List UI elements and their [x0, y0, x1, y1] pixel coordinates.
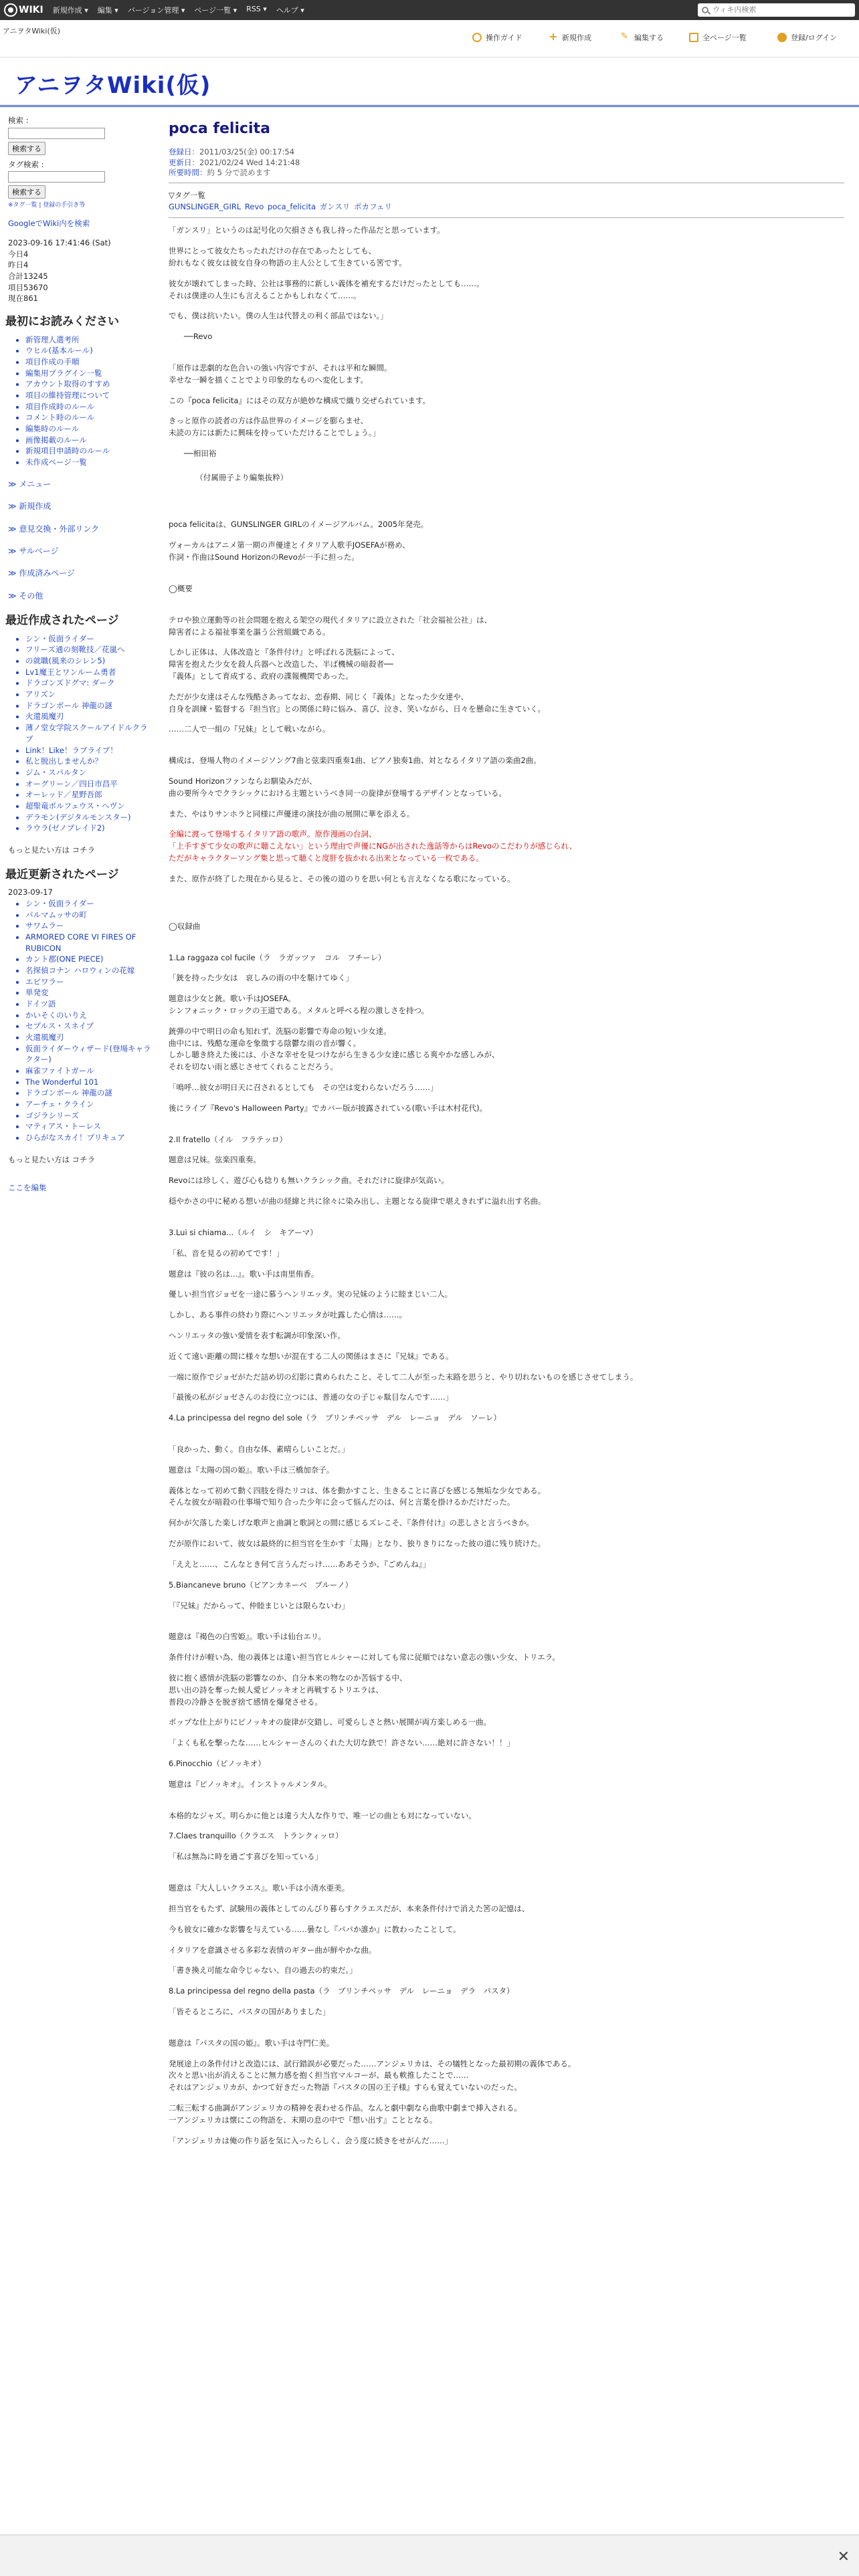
wiki-logo[interactable]	[4, 3, 43, 17]
tool-row	[0, 20, 859, 58]
guide-label: 操作ガイド	[486, 33, 522, 42]
article-paragraph: 発展途上の条件付けと改造には、試行錯誤が必要だった……アンジェリカは、その犠牲となった最初期の義体である。 次々と思い出が消えることに無力感を抱く担当官マルコーが、最も軟推したことで…… それはアンジェリカが、かつて好きだった物語『パスタの国の王子様』すらも覚えていないのだった。	[169, 2058, 576, 2092]
registered-label: 登録日	[169, 147, 192, 157]
site-title[interactable]: アニヲタWiki(仮)	[15, 72, 211, 99]
stat-yesterday: 昨日4	[8, 260, 29, 270]
logo-icon	[4, 3, 17, 17]
article-paragraph: 題意は『ピノッキオ』。インストゥルメンタル。	[169, 1779, 332, 1789]
wiki-search-input[interactable]	[712, 6, 846, 14]
article-paragraph: 構成は、登場人物のイメージソング7曲と弦楽四重奏1曲、ピアノ独奏1曲、対となるイタリア語の楽曲2曲。	[169, 756, 541, 766]
tag-search-label: タグ検索 :	[8, 159, 44, 169]
article-paragraph: ポップな仕上がりにピノッキオの旋律が交錯し、可愛らしさと熱い展開が両方楽しめる一曲。	[169, 1717, 492, 1727]
article-paragraph: しかし正体は、人体改造と『条件付け』と呼ばれる洗脳によって、 障害を抱えた少女を殺人兵器へと改造した、半ば機械の暗殺者── 『義体』として育成する、政府の諜報機関であった。	[169, 647, 399, 681]
top-bar	[0, 0, 859, 20]
recent-updated-item[interactable]: • パルマムッサの町	[25, 909, 154, 921]
recent-updated-item[interactable]: • 火還風魔刃	[25, 1032, 154, 1043]
tag-link[interactable]: Revo	[244, 202, 264, 212]
site-stats	[8, 237, 154, 304]
article-paragraph: 「ガンスリ」というのは記号化の欠損ささも我し持った作品だと思っています。	[169, 225, 445, 235]
spacer	[169, 572, 844, 583]
stat-current: 現在861	[8, 294, 38, 304]
article-paragraph: 題意は『褐色の白雪姫』。歌い手は仙台エリ。	[169, 1632, 326, 1642]
article-body	[169, 225, 844, 2147]
article-paragraph: 3.Lui si chiama...（ルイ シ キアーマ）	[169, 1227, 318, 1237]
recent-created-item[interactable]: • Lv1魔王とワンルーム勇者	[25, 667, 154, 678]
guide-icon	[472, 33, 482, 42]
must-read-item[interactable]: • 編集時のルール	[25, 423, 154, 435]
spacer	[169, 492, 844, 519]
article-paragraph: ◯概要	[169, 583, 193, 593]
article-paragraph: 題意は『彼の名は…』。歌い手は南里侑香。	[169, 1269, 319, 1279]
article-paragraph: Revoには珍しく、遊び心も捻りも無いクラシック曲。それだけに旋律が気高い。	[169, 1176, 449, 1186]
article-paragraph: Sound Horizonファンならお馴染みだが、 曲の要所今々でクラシックにおける主題というべき同一の旋律が登場するデザインとなっている。	[169, 776, 506, 798]
article-paragraph: きっと原作の読者の方は作品世界のイメージを膨らませ、 未読の方には新たに興味を持っていただけることでしょう。」	[169, 416, 381, 438]
article-paragraph: 後にライブ『Revo's Halloween Party』でカバー版が披露されている(歌い手は木村花代)。	[169, 1103, 488, 1113]
article-paragraph: 何かが欠落した楽しげな歌声と曲調と歌詞との間に感じるズレこそ、『条件付け』の悲しさと言うべきか。	[169, 1518, 535, 1528]
recent-created-item[interactable]: • Link！Like！ラブライブ！	[25, 745, 154, 756]
tag-list	[169, 201, 844, 213]
recent-created-item[interactable]: • ドラゴンボール 神龍の謎	[25, 700, 154, 712]
user-icon	[777, 33, 787, 42]
spacer	[169, 744, 844, 755]
recent-updated-item[interactable]: • シン・仮面ライダー	[25, 898, 154, 909]
article-paragraph: 二転三転する曲調がアンジェリカの精神を表わせる作品。なんと劇中劇なら曲歌中劇まで挿入される。 一アンジェリカは懐にこの物語を、末期の息の中で『想い出す』こととなる。	[169, 2103, 522, 2125]
must-read-item[interactable]: • アカウント取得のすすめ	[25, 379, 154, 390]
article-paragraph: ──Revo	[169, 332, 213, 342]
article-paragraph: poca felicitaは、GUNSLINGER GIRLのイメージアルバム。2005年発売。	[169, 520, 429, 530]
plus-icon: +	[549, 30, 558, 43]
search-label: 検索 :	[8, 116, 29, 125]
recent-created-item[interactable]: • 私と脱出しませんか？	[25, 756, 154, 767]
recent-updated-item[interactable]: • The Wonderful 101	[25, 1077, 154, 1088]
page-title: poca felicita	[169, 120, 270, 137]
top-search	[698, 3, 855, 17]
spacer	[169, 2027, 844, 2038]
article-paragraph: ただが少女達はそんな残酷さあってなお、恋春期、同じく『義体』となった少女達や、 自身を訓練・監督する『担当官』との関係に時に悩み、喜び、泣き、笑いながら、日々を懸命に生きていく。	[169, 691, 546, 714]
article-paragraph: 条件付けが軽い為、他の義体とは違い担当官ヒルシャーに対しても常に従順ではない意志の強い少女、トリエラ。	[169, 1652, 560, 1662]
readtime: ：約 5 分で読めます	[199, 168, 271, 178]
recent-created-item[interactable]: • ジム・スパルタン	[25, 767, 154, 778]
must-read-list	[8, 334, 154, 468]
registered-date: ：2011/03/25(金) 00:17:54	[191, 147, 295, 157]
article-paragraph: 「原作は悲劇的な色合いの強い内容ですが、それは平和な瞬間。 幸せな一瞬を描くことでより印象的なものへ変化します。	[169, 362, 392, 385]
recent-created-item[interactable]: • オーグリーン／四日市昌平	[25, 778, 154, 790]
article-paragraph: また、やはりサンホラと同様に声優達の演技が曲の展開に華を添える。	[169, 809, 415, 819]
edit-page-label: 編集する	[634, 33, 664, 42]
article-paragraph: 8.La principessa del regno della pasta（ラ プリンチペッサ デル レーニョ デラ パスタ）	[169, 1986, 514, 1996]
article-paragraph: 銃弾の中で明日の命も知れず、洗脳の影響で寿命の短い少女達。 曲中には、残酷な運命を象徴する陰鬱な雨の音が響く。 しかし聴き終えた後には、小さな幸せを見つけながら生きる少女達に感じる爽やかな感しみが、 それを切ない雨と感じさせてくれることだろう。	[169, 1026, 500, 1072]
must-read-item[interactable]: • 新管理人選考所	[25, 334, 154, 346]
sidebar-sections	[8, 479, 154, 602]
edit-sidebar-link[interactable]: ここを編集	[8, 1183, 47, 1193]
article-paragraph: 「良かった、動く。自由な体、素晴らしいことだ。」	[169, 1444, 350, 1455]
recent-updated-item[interactable]: • ドイツ語	[25, 998, 154, 1010]
site-banner	[0, 60, 859, 107]
spacer	[169, 1800, 844, 1810]
google-search-link[interactable]: GoogleでWiki内を検索	[8, 219, 90, 229]
updated-date: 2023-09-17	[8, 887, 53, 897]
article-paragraph: 5.Biancaneve bruno（ビアンカネーベ ブルーノ）	[169, 1580, 353, 1590]
guide-button[interactable]	[472, 32, 522, 43]
recent-updated-item[interactable]: • かいそくのいりえ	[25, 1010, 154, 1021]
must-read-item[interactable]: • 項目作成時のルール	[25, 401, 154, 413]
article-paragraph: 7.Claes tranquillo（クラエス トランクィッロ）	[169, 1831, 343, 1841]
recent-created-item[interactable]: • 超聖竜ボルフェウス・ヘヴン	[25, 800, 154, 812]
must-read-item[interactable]: • 新規項目申請時のルール	[25, 445, 154, 457]
recent-updated-item[interactable]: • セプルス・スネイプ	[25, 1021, 154, 1032]
must-read-item[interactable]: • 編集用プラグイン一覧	[25, 368, 154, 379]
article-paragraph: 「私、音を見るの初めてです！」	[169, 1248, 284, 1258]
recent-updated-list	[8, 898, 154, 1144]
article-paragraph: 彼女が壊れてしまった時、公社は事務的に新しい義体を補充するだけだったとしても……。 それは僕達の人生にも言えることかもしれなくて……。	[169, 278, 484, 300]
article-paragraph: 穏やかさの中に秘める想いが曲の経緯と共に徐々に染み出し、主題となる旋律で堪えきれずに溢れ出す名曲。	[169, 1196, 546, 1206]
spacer	[169, 894, 844, 921]
article-paragraph: ヴォーカルはアニメ第一期の声優達とイタリア人歌手JOSEFAが務め、 作詞・作曲はSound HorizonのRevoが一手に担った。	[169, 540, 410, 562]
sidebar-search-input[interactable]	[8, 128, 105, 139]
article-paragraph: 優しい担当官ジョゼを一途に慕うヘンリエッタ。実の兄妹のように睦まじい二人。	[169, 1289, 453, 1299]
must-read-item[interactable]: • 画像掲載のルール	[25, 435, 154, 446]
article-paragraph: 一端に原作でジョゼがただ詰め切の幻影に責められたこと、そして二人が至った末路を思うと、やり切れないものを感じさせてしまう。	[169, 1372, 638, 1382]
pencil-icon: ✎	[621, 31, 628, 41]
tag-link[interactable]: poca_felicita	[267, 202, 316, 212]
recent-created-item[interactable]: • デラモン(デジタルモンスター)	[25, 812, 154, 823]
article-paragraph: でも、僕は抗いたい。僕の人生は代替えの利く部品ではない。」	[169, 311, 388, 321]
article-paragraph: 義体となって初めて動く四肢を得たリコは、体を動かすこと、生きることに喜びを感じる無垢な少女である。 そんな彼女が暗殺の仕事場で知り合った少年に会って悩んだのは、何と言葉を掛けるかだけだった。	[169, 1485, 546, 1507]
edit-page-button[interactable]	[621, 32, 664, 43]
article-paragraph: 4.La principessa del regno del sole（ラ プリンチペッサ デル レーニョ デル ソーレ）	[169, 1413, 501, 1423]
article-paragraph: 6.Pinocchio（ピノッキオ）	[169, 1759, 266, 1769]
spacer	[169, 1216, 844, 1227]
more-updated-link[interactable]: もっと見たい方は コチラ	[8, 1154, 96, 1164]
recent-created-list	[8, 633, 154, 834]
stat-datetime: 2023-09-16 17:41:46 (Sat)	[8, 238, 111, 248]
must-read-item[interactable]: • 未作成ページ一覧	[25, 457, 154, 468]
menu-pages[interactable]: ページ一覧 ▾	[194, 6, 237, 15]
article-paragraph: 近くて遠い距離の間に様々な想いが混在する二人の関係はまさに『兄妹』である。	[169, 1351, 454, 1361]
recent-updated-item[interactable]: • ゴジラシリーズ	[25, 1110, 154, 1121]
menu-version[interactable]: バージョン管理 ▾	[127, 6, 185, 15]
menu-new[interactable]: 新規作成 ▾	[52, 6, 88, 15]
all-pages-button[interactable]	[689, 32, 747, 43]
tag-rule-link[interactable]: ※タグ一覧 | 登録の手引き等	[8, 202, 86, 209]
all-pages-label: 全ページ一覧	[702, 33, 747, 42]
spacer	[169, 604, 844, 615]
article-paragraph: 1.La raggaza col fucile（ラ ラガッツァ コル フチーレ）	[169, 952, 386, 962]
article-paragraph: 「アンジェリカは俺の作り話を気に入ったらしく、会う度に続きをせがんだ……」	[169, 2135, 453, 2145]
spacer	[169, 942, 844, 952]
tag-search-button[interactable]: 検索する	[8, 185, 45, 199]
article-paragraph: 題意は『パスタの国の姫』。歌い手は寺門仁美。	[169, 2038, 335, 2048]
recent-updated-item[interactable]: • 麻雀ファイトガール	[25, 1065, 154, 1077]
menu-help[interactable]: ヘルプ ▾	[276, 6, 304, 15]
recent-updated-item[interactable]: • 単発変	[25, 987, 154, 998]
recent-updated-item[interactable]: • ドラゴンボール 神龍の謎	[25, 1087, 154, 1099]
menu-edit[interactable]: 編集 ▾	[97, 6, 118, 15]
sidebar-section-link[interactable]: ≫ 新規作成	[8, 501, 154, 512]
recent-updated-item[interactable]: • サワムラー	[25, 920, 154, 932]
recent-updated-item[interactable]: • ARMORED CORE VI FIRES OF RUBICON	[25, 932, 154, 954]
article-paragraph: イタリアを意識させる多彩な表情のギター曲が鮮やかな曲。	[169, 1945, 377, 1955]
recent-updated-item[interactable]: • 仮面ライダーウィザード(登場キャラクター)	[25, 1043, 154, 1065]
spacer	[169, 1433, 844, 1444]
logo-text: WIKI	[19, 5, 43, 15]
article-paragraph: 世界にとって彼女たちったれだけの存在であったとしても、 紛れもなく彼女は彼女自身の物語の主人公として生きている筈です。	[169, 246, 407, 267]
site-name[interactable]: アニヲタWiki(仮)	[3, 27, 61, 35]
must-read-heading: 最初にお読みください	[5, 315, 119, 329]
article-paragraph: 「最後の私がジョゼさんのお役に立つには、普通の女の子じゃ駄目なんです……」	[169, 1392, 454, 1402]
article-paragraph: 担当官をもたず、試験用の義体としてのんびり暮らすクラエスだが、本来条件付けで消えた筈の記憶は、	[169, 1903, 530, 1913]
article-paragraph: ヘンリエッタの強い愛情を表す転調が印象深い作。	[169, 1330, 346, 1340]
article-paragraph: 題意は『太陽の国の姫』。歌い手は三橋加奈子。	[169, 1465, 335, 1475]
article-paragraph: 「『兄妹』だからって、仲睦まじいとは限らないわ」	[169, 1600, 350, 1610]
must-read-item[interactable]: • ウヒル(基本ルール)	[25, 345, 154, 356]
page-meta	[169, 147, 844, 179]
article-paragraph: 彼に抱く感情が洗脳の影響なのか、自分本来の物なのか苦悩する中、 思い出の詩を奪った候人愛ピノッキオと再戦するトリエラは、 普段の冷静さを脱ぎ捨て感情を爆発させる。	[169, 1673, 407, 1707]
recent-updated-heading: 最近更新されたページ	[5, 867, 119, 881]
recent-created-item[interactable]: • オーレッド／星野吾郎	[25, 789, 154, 800]
main-content	[169, 112, 844, 2155]
article-paragraph: この『poca felicita』にはその双方が絶妙な構成で織り交ぜられています。	[169, 395, 431, 405]
stat-items: 項目53670	[8, 282, 48, 292]
recent-created-heading: 最近作成されたページ	[5, 614, 119, 628]
recent-updated-item[interactable]: • エビワラー	[25, 976, 154, 988]
article-paragraph: だが原作において、彼女は最終的に担当官を生かす「太陽」となり、独りきりになった彼の道に残り続けた。	[169, 1539, 546, 1549]
stat-today: 今日4	[8, 249, 29, 259]
recent-updated-item[interactable]: • ひらがなスカイ！プリキュア	[25, 1132, 154, 1144]
login-label: 登録/ログイン	[791, 33, 838, 42]
must-read-item[interactable]: • 項目の維持管理について	[25, 390, 154, 401]
stat-total: 合計13245	[8, 272, 48, 282]
close-icon[interactable]: ✕	[837, 2549, 850, 2565]
new-page-button[interactable]	[549, 32, 591, 43]
recent-created-item[interactable]: • フリーズ通の刻靴技／花嵐へ	[25, 644, 154, 655]
article-paragraph: 2.Il fratello（イル フラテッロ）	[169, 1134, 288, 1144]
recent-created-item[interactable]: • 薄ノ堂女学院スクールアイドルクラブ	[25, 722, 154, 744]
article-paragraph: 「よくも私を撃ったな……ヒルシャーさんのくれた大切な鉄で！許さない……絶対に許さない！！」	[169, 1738, 514, 1748]
recent-updated-item[interactable]: • アーチェ・クライン	[25, 1099, 154, 1110]
readtime-label: 所要時間	[169, 168, 199, 178]
recent-updated-item[interactable]: • マティアス・トーレス	[25, 1121, 154, 1132]
recent-updated-item[interactable]: • カント郡(ONE PIECE)	[25, 954, 154, 965]
sidebar-section-link[interactable]: ≫ 作成済みページ	[8, 568, 154, 579]
login-button[interactable]	[777, 32, 837, 43]
sidebar-section-link[interactable]: ≫ その他	[8, 591, 154, 602]
tag-search-input[interactable]	[8, 171, 105, 183]
bottom-ad-bar	[0, 2535, 859, 2576]
spacer	[169, 352, 844, 362]
divider	[169, 217, 844, 218]
article-paragraph: 「皆そるところに、パスタの国がありました」	[169, 2006, 330, 2016]
article-paragraph: 「ええと……、こんなとき何て言うんだっけ……ああそうか、『ごめんね』」	[169, 1559, 430, 1569]
top-menu	[53, 5, 314, 15]
recent-created-item[interactable]: • シン・仮面ライダー	[25, 633, 154, 645]
must-read-item[interactable]: • コメント時のルール	[25, 412, 154, 423]
recent-updated-item[interactable]: • 名探偵コナン ハロウィンの花嫁	[25, 965, 154, 976]
article-paragraph: 本格的なジャズ。明らかに他とは違う大人な作りで、唯一ピの曲とも対になっていない。	[169, 1810, 476, 1820]
article-paragraph: 「鳴呼…彼女が明日天に召されるとしても その空は変わらないだろう……」	[169, 1083, 438, 1093]
article-paragraph: 「書き換え可能な命令じゃない、自の過去の約束だ。」	[169, 1965, 357, 1975]
article-paragraph: 題意は『大人しいクラエス』。歌い手は小清水亜美。	[169, 1883, 350, 1893]
tag-link[interactable]: GUNSLINGER_GIRL	[169, 202, 242, 212]
article-paragraph: しかし、ある事件の終わり際にヘンリエッタが吐露した心情は……。	[169, 1310, 407, 1320]
recent-created-item[interactable]: • 火還風魔刃	[25, 711, 154, 722]
article-paragraph: ──相田裕 （付属冊子より編集抜粋）	[183, 449, 288, 482]
article-paragraph: また、原作が終了した現在から見ると、その後の道のりを思い何とも言えなくなる歌になっている。	[169, 873, 515, 883]
tag-header: ▽タグ一覧	[169, 190, 205, 200]
tag-link[interactable]: ポカフェリ	[353, 202, 392, 212]
sidebar-section-link[interactable]: ≫ サルベージ	[8, 546, 154, 557]
article-paragraph: ◯収録曲	[169, 921, 201, 931]
spacer	[169, 1123, 844, 1134]
sidebar-search-button[interactable]: 検索する	[8, 142, 45, 155]
recent-created-item[interactable]: • の就職(風来のシレン5)	[25, 655, 154, 667]
article-paragraph: 題意は兄妹。弦楽四重奏。	[169, 1155, 261, 1165]
menu-rss[interactable]: RSS ▾	[246, 5, 267, 13]
tag-link[interactable]: ガンスリ	[319, 202, 351, 212]
left-sidebar	[0, 114, 154, 1194]
article-paragraph: 全編に渡って登場するイタリア語の歌声。原作漫画の台詞、 「上手すぎて少女の歌声に聴こえない」という理由で声優にNGが出された逸話等からはRevoのこだわりが感じられ、 ただがキャラクターソング集と思って聴くと度肝を抜かれる出来となっている一枚である。	[169, 829, 577, 863]
recent-created-item[interactable]: • アリズン	[25, 689, 154, 700]
updated-date-main: ：2021/02/24 Wed 14:21:48	[191, 157, 300, 167]
article-paragraph: ……二人で一組の『兄妹』として戦いながら。	[169, 724, 330, 734]
recent-created-item[interactable]: • ドラゴンズドグマ: ダーク	[25, 677, 154, 689]
search-icon	[702, 7, 708, 13]
article-paragraph: 今も彼女に確かな影響を与えている……曇なし『パパか誰か』に教わったことして。	[169, 1924, 461, 1934]
more-created-link[interactable]: もっと見たい方は コチラ	[8, 845, 96, 855]
recent-created-item[interactable]: • ラウラ(ゼノブレイド2)	[25, 823, 154, 834]
article-paragraph: テロや独立運動等の社会問題を抱える架空の現代イタリアに設立された「社会福祉公社」は、 障害者による福祉事業を謳う公営組織である。	[169, 615, 492, 637]
article-paragraph: 「私は無為に時を過ごす喜びを知っている」	[169, 1852, 322, 1862]
article-paragraph: 題意は少女と銃。歌い手はJOSEFA。 シンフォニック・ロックの王道である。メタルと呼べる程の激しさを持つ。	[169, 994, 429, 1015]
must-read-item[interactable]: • 項目作成の手順	[25, 356, 154, 368]
updated-label: 更新日	[169, 157, 192, 167]
sidebar-section-link[interactable]: ≫ メニュー	[8, 479, 154, 490]
new-page-label: 新規作成	[562, 33, 591, 42]
list-icon	[689, 33, 698, 42]
spacer	[169, 1620, 844, 1631]
spacer	[169, 1872, 844, 1883]
article-paragraph: 「銃を持った少女は 哀しみの雨の中を駆けてゆく」	[169, 973, 353, 983]
sidebar-section-link[interactable]: ≫ 意見交換・外部リンク	[8, 524, 154, 535]
